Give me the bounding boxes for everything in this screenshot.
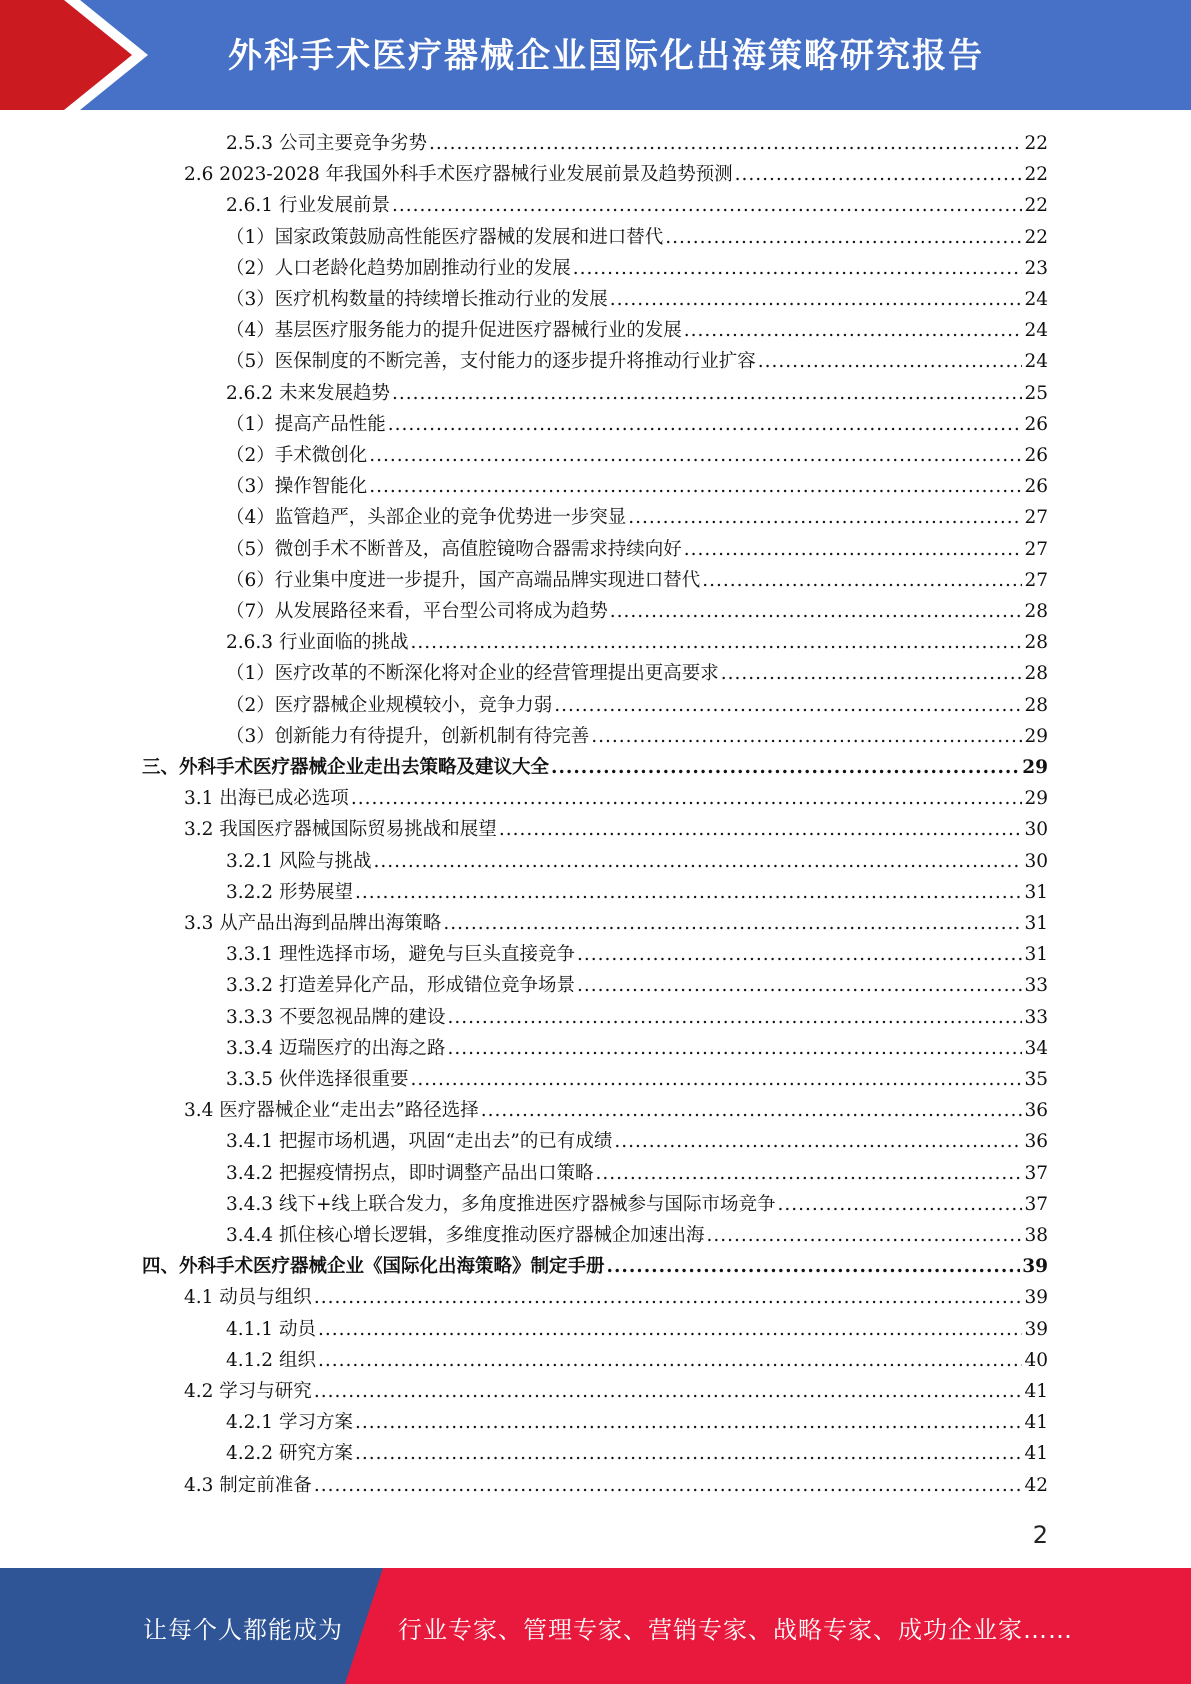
toc-dot-leader	[684, 315, 1023, 346]
toc-entry-title: 2.6.3 行业面临的挑战	[226, 632, 409, 654]
toc-entry-title: （5）微创手术不断普及，高值腔镜吻合器需求持续向好	[226, 538, 682, 560]
toc-entry[interactable]	[226, 690, 1048, 721]
toc-entry-title: 3.2 我国医疗器械国际贸易挑战和展望	[184, 819, 497, 841]
toc-entry-title: 3.3.4 迈瑞医疗的出海之路	[226, 1037, 446, 1059]
toc-page-number: 22	[1024, 164, 1048, 186]
toc-dot-leader	[314, 1470, 1023, 1501]
toc-entry[interactable]	[226, 502, 1048, 533]
toc-dot-leader	[702, 565, 1022, 596]
toc-entry[interactable]	[226, 253, 1048, 284]
toc-entry[interactable]	[226, 346, 1048, 377]
toc-entry-title: （1）国家政策鼓励高性能医疗器械的发展和进口替代	[226, 226, 664, 248]
toc-page-number: 28	[1024, 601, 1048, 622]
toc-entry[interactable]	[226, 877, 1048, 908]
toc-entry[interactable]	[226, 222, 1048, 253]
toc-dot-leader	[577, 970, 1022, 1001]
toc-dot-leader	[481, 1095, 1023, 1126]
toc-entry-title: 3.4 医疗器械企业“走出去”路径选择	[184, 1100, 479, 1122]
toc-entry-title: 3.4.4 抓住核心增长逻辑，多维度推动医疗器械企加速出海	[226, 1225, 705, 1246]
toc-entry[interactable]	[226, 1189, 1048, 1220]
toc-entry-title: 3.4.2 把握疫情拐点，即时调整产品出口策略	[226, 1162, 594, 1184]
toc-page-number: 31	[1024, 913, 1048, 934]
toc-dot-leader	[610, 596, 1023, 627]
toc-dot-leader	[355, 1438, 1023, 1469]
toc-entry[interactable]	[226, 1407, 1048, 1438]
toc-entry-title: 4.1.1 动员	[226, 1318, 316, 1340]
toc-entry-title: 3.3.3 不要忽视品牌的建设	[226, 1006, 446, 1028]
toc-entry[interactable]	[226, 1126, 1048, 1157]
toc-entry[interactable]	[226, 1314, 1048, 1345]
toc-entry-title: （3）医疗机构数量的持续增长推动行业的发展	[226, 289, 608, 310]
toc-dot-leader	[735, 159, 1023, 190]
toc-entry-title: （1）提高产品性能	[226, 413, 386, 435]
toc-page-number: 29	[1022, 757, 1048, 778]
toc-page-number: 28	[1024, 694, 1048, 716]
toc-entry-title: 2.5.3 公司主要竞争劣势	[226, 133, 427, 154]
toc-entry-title: 3.2.2 形势展望	[226, 881, 353, 903]
toc-entry-title: 4.1 动员与组织	[184, 1287, 312, 1309]
toc-page-number: 39	[1024, 1287, 1048, 1309]
toc-entry[interactable]	[226, 846, 1048, 877]
toc-entry-title: 2.6.1 行业发展前景	[226, 195, 390, 217]
toc-entry[interactable]	[184, 1282, 1048, 1313]
toc-entry[interactable]	[226, 471, 1048, 502]
toc-dot-leader	[429, 128, 1022, 159]
toc-entry[interactable]	[226, 627, 1048, 658]
toc-entry-title: 4.2.1 学习方案	[226, 1412, 353, 1434]
toc-dot-leader	[314, 1376, 1023, 1407]
toc-dot-leader	[665, 222, 1022, 253]
toc-dot-leader	[318, 1345, 1023, 1376]
toc-dot-leader	[777, 1189, 1022, 1220]
toc-entry[interactable]	[226, 1033, 1048, 1064]
toc-dot-leader	[610, 284, 1023, 315]
toc-dot-leader	[447, 1033, 1022, 1064]
toc-entry[interactable]	[226, 1438, 1048, 1469]
toc-dot-leader	[706, 1220, 1022, 1251]
page-footer	[0, 1568, 1191, 1684]
toc-entry[interactable]	[226, 1064, 1048, 1095]
toc-dot-leader	[355, 877, 1023, 908]
toc-entry[interactable]	[226, 409, 1048, 440]
toc-entry[interactable]	[226, 284, 1048, 315]
toc-page-number: 30	[1024, 819, 1048, 841]
toc-dot-leader	[684, 534, 1023, 565]
toc-page-number: 22	[1024, 195, 1048, 217]
toc-entry-title: （2）人口老龄化趋势加剧推动行业的发展	[226, 257, 571, 279]
toc-dot-leader	[595, 1158, 1022, 1189]
toc-entry[interactable]	[184, 159, 1048, 190]
toc-dot-leader	[351, 783, 1023, 814]
toc-entry[interactable]	[226, 596, 1048, 627]
toc-page-number: 30	[1024, 850, 1048, 872]
toc-entry[interactable]	[226, 565, 1048, 596]
toc-entry-title: 4.3 制定前准备	[184, 1474, 312, 1496]
toc-entry-title: 2.6 2023-2028 年我国外科手术医疗器械行业发展前景及趋势预测	[184, 164, 733, 186]
toc-page-number: 36	[1024, 1131, 1048, 1153]
toc-page-number: 23	[1024, 257, 1048, 279]
toc-page-number: 41	[1024, 1381, 1048, 1402]
toc-page-number: 27	[1024, 507, 1048, 529]
toc-page-number: 31	[1024, 944, 1048, 966]
toc-entry-title: 3.1 出海已成必选项	[184, 788, 349, 810]
toc-page-number: 26	[1024, 445, 1048, 466]
toc-entry[interactable]	[226, 1220, 1048, 1251]
toc-page-number: 27	[1024, 538, 1048, 560]
page-header	[0, 0, 1191, 110]
toc-dot-leader	[447, 1002, 1022, 1033]
toc-dot-leader	[591, 721, 1022, 752]
toc-page-number: 38	[1024, 1225, 1048, 1246]
toc-entry[interactable]	[226, 378, 1048, 409]
toc-entry[interactable]	[226, 658, 1048, 689]
toc-page-number: 24	[1024, 351, 1048, 373]
page-number: 2	[1032, 1521, 1048, 1549]
toc-page-number: 41	[1024, 1412, 1048, 1434]
toc-page-number: 28	[1024, 632, 1048, 654]
toc-dot-leader	[607, 1251, 1021, 1282]
toc-entry[interactable]	[226, 721, 1048, 752]
toc-page-number: 29	[1024, 788, 1048, 810]
toc-dot-leader	[443, 908, 1022, 939]
toc-entry-title: （1）医疗改革的不断深化将对企业的经营管理提出更高要求	[226, 663, 719, 685]
toc-page-number: 34	[1024, 1037, 1048, 1059]
toc-entry[interactable]	[226, 315, 1048, 346]
toc-entry-title: 2.6.2 未来发展趋势	[226, 382, 390, 404]
toc-page-number: 22	[1024, 133, 1048, 154]
toc-dot-leader	[554, 690, 1022, 721]
toc-entry[interactable]	[142, 752, 1048, 783]
toc-entry[interactable]	[184, 783, 1048, 814]
toc-page-number: 33	[1024, 1006, 1048, 1028]
toc-page-number: 31	[1024, 881, 1048, 903]
toc-entry-title: 3.3.2 打造差异化产品，形成错位竞争场景	[226, 975, 575, 997]
toc-page-number: 35	[1024, 1069, 1048, 1090]
footer-slogan-left: 让每个人都能成为	[143, 1616, 343, 1644]
toc-entry-title: 3.2.1 风险与挑战	[226, 850, 372, 872]
toc-entry-title: 4.2.2 研究方案	[226, 1443, 353, 1465]
toc-entry[interactable]	[184, 1376, 1048, 1407]
toc-dot-leader	[573, 253, 1023, 284]
toc-entry[interactable]	[184, 814, 1048, 845]
toc-page-number: 37	[1024, 1193, 1048, 1215]
toc-entry[interactable]	[226, 1158, 1048, 1189]
toc-page-number: 28	[1024, 663, 1048, 685]
toc-dot-leader	[318, 1314, 1023, 1345]
toc-dot-leader	[410, 627, 1022, 658]
toc-page-number: 41	[1024, 1443, 1048, 1465]
toc-entry-title: （2）手术微创化	[226, 445, 368, 466]
toc-entry-title: 3.3.5 伙伴选择很重要	[226, 1069, 409, 1090]
toc-entry[interactable]	[226, 190, 1048, 221]
toc-entry[interactable]	[226, 1345, 1048, 1376]
toc-page-number: 24	[1024, 320, 1048, 342]
toc-entry[interactable]	[184, 1470, 1048, 1501]
toc-entry-title: 3.3.1 理性选择市场，避免与巨头直接竞争	[226, 944, 575, 966]
toc-dot-leader	[577, 939, 1022, 970]
toc-entry-title: 3.4.3 线下+线上联合发力，多角度推进医疗器械参与国际市场竞争	[226, 1193, 776, 1215]
toc-page-number: 33	[1024, 975, 1048, 997]
footer-slogan-right: 行业专家、管理专家、营销专家、战略专家、成功企业家……	[398, 1616, 1073, 1644]
toc-page-number: 25	[1024, 382, 1048, 404]
toc-page-number: 40	[1024, 1349, 1048, 1371]
toc-entry-title: （4）基层医疗服务能力的提升促进医疗器械行业的发展	[226, 320, 682, 342]
toc-entry-title: 3.3 从产品出海到品牌出海策略	[184, 913, 442, 934]
toc-page-number: 27	[1024, 569, 1048, 591]
toc-entry-title: （3）操作智能化	[226, 476, 368, 498]
toc-entry-title: 4.2 学习与研究	[184, 1381, 312, 1402]
toc-dot-leader	[369, 440, 1022, 471]
toc-dot-leader	[314, 1282, 1023, 1313]
toc-entry-title: （2）医疗器械企业规模较小，竞争力弱	[226, 694, 553, 716]
toc-entry[interactable]	[226, 128, 1048, 159]
toc-dot-leader	[392, 378, 1022, 409]
toc-page-number: 26	[1024, 476, 1048, 498]
toc-dot-leader	[551, 752, 1020, 783]
toc-entry-title: （5）医保制度的不断完善，支付能力的逐步提升将推动行业扩容	[226, 351, 756, 373]
toc-entry-title: （4）监管趋严，头部企业的竞争优势进一步突显	[226, 507, 627, 529]
report-title: 外科手术医疗器械企业国际化出海策略研究报告	[228, 36, 984, 76]
toc-dot-leader	[721, 658, 1023, 689]
toc-entry-title: 3.4.1 把握市场机遇，巩固“走出去”的已有成绩	[226, 1131, 613, 1153]
toc-dot-leader	[388, 409, 1023, 440]
toc-dot-leader	[499, 814, 1023, 845]
toc-page-number: 24	[1024, 289, 1048, 310]
toc-entry-title: 四、外科手术医疗器械企业《国际化出海策略》制定手册	[142, 1256, 605, 1278]
toc-entry[interactable]	[226, 440, 1048, 471]
toc-page-number: 42	[1024, 1474, 1048, 1496]
toc-dot-leader	[355, 1407, 1023, 1438]
toc-page-number: 22	[1024, 226, 1048, 248]
toc-entry[interactable]	[184, 908, 1048, 939]
toc-entry[interactable]	[226, 1002, 1048, 1033]
toc-page-number: 37	[1024, 1162, 1048, 1184]
toc-entry-title: 4.1.2 组织	[226, 1349, 316, 1371]
toc-entry-title: 三、外科手术医疗器械企业走出去策略及建议大全	[142, 757, 550, 778]
toc-entry-title: （7）从发展路径来看，平台型公司将成为趋势	[226, 601, 608, 622]
toc-entry[interactable]	[226, 939, 1048, 970]
toc-entry-title: （6）行业集中度进一步提升，国产高端品牌实现进口替代	[226, 569, 701, 591]
toc-entry[interactable]	[226, 970, 1048, 1001]
toc-dot-leader	[369, 471, 1022, 502]
toc-dot-leader	[628, 502, 1022, 533]
toc-page-number: 39	[1022, 1256, 1048, 1278]
toc-page-number: 29	[1024, 725, 1048, 747]
toc-entry-title: （3）创新能力有待提升，创新机制有待完善	[226, 725, 590, 747]
toc-entry[interactable]	[226, 534, 1048, 565]
toc-dot-leader	[410, 1064, 1022, 1095]
toc-entry[interactable]	[184, 1095, 1048, 1126]
toc-page-number: 26	[1024, 413, 1048, 435]
toc-dot-leader	[614, 1126, 1022, 1157]
toc-page-number: 39	[1024, 1318, 1048, 1340]
toc-dot-leader	[392, 190, 1022, 221]
toc-page-number: 36	[1024, 1100, 1048, 1122]
toc-dot-leader	[758, 346, 1023, 377]
toc-entry[interactable]	[142, 1251, 1048, 1282]
toc-dot-leader	[373, 846, 1022, 877]
